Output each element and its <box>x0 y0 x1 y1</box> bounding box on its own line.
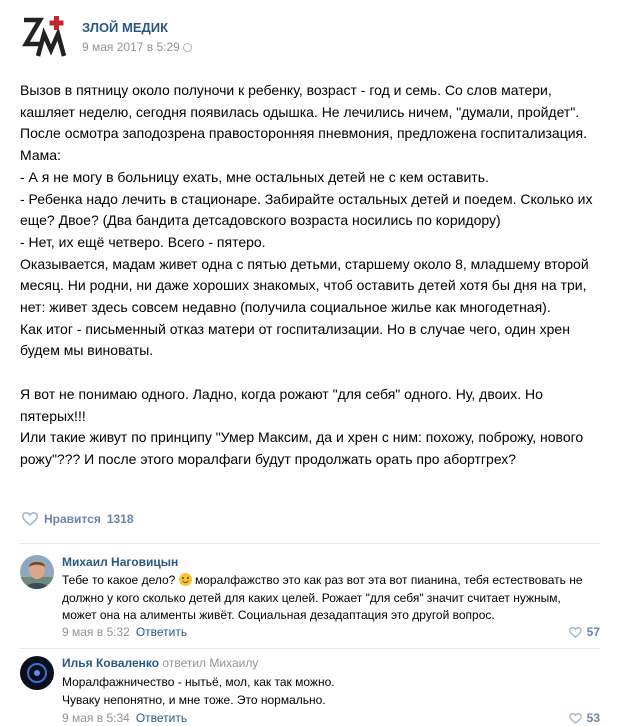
like-label: Нравится <box>44 512 101 526</box>
reply-button[interactable]: Ответить <box>135 711 188 725</box>
post-paragraph: Вызов в пятницу около полуночи к ребенку, возраст - год и семь. Со слов матери, кашляет неделю, сегодня появилась одышка. Не лечились ничем, "думали, пройдет". <box>20 82 580 120</box>
comment-text-rest: моралфажство это как раз вот эта вот пианина, тебя естествовать не должно у кого сколько детей для каких целей. Рожает "для себя" значит считает нужным, может она на алименты живёт. Социальная дезадаптация это другой вопрос. <box>62 573 583 622</box>
divider <box>20 543 600 544</box>
heart-icon <box>569 713 582 724</box>
avatar[interactable] <box>20 656 54 690</box>
heart-icon <box>22 512 38 526</box>
post-paragraph: После осмотра заподозрена правосторонняя пневмония, предложена госпитализация. Мама: <box>20 125 588 164</box>
smile-emoji-icon <box>179 573 192 586</box>
post-paragraph: Или такие живут по принципу "Умер Максим, да и хрен с ним: похожу, поброжу, нового рожу"??? И после этого моралфаги будут продолжать орать про абортгрех? <box>20 429 584 467</box>
post-paragraph: Я вот не понимаю одного. Ладно, когда рожают "для себя" одного. Ну, двоих. Но пятерых!!! <box>20 385 543 424</box>
post-date-text: 9 мая 2017 в 5:29 <box>82 40 180 54</box>
like-button[interactable] <box>22 512 134 526</box>
comment-author-name: Илья Коваленко <box>62 656 160 670</box>
post-paragraph: Как итог - письменный отказ матери от госпитализации. Но в случае чего, один хрен будем мы виноваты. <box>20 320 570 359</box>
avatar-photo-icon <box>20 656 54 690</box>
zm-logo-icon <box>20 14 68 60</box>
avatar[interactable] <box>20 555 54 589</box>
comment-date[interactable]: 9 мая в 5:32 <box>62 625 130 639</box>
comment-author[interactable] <box>62 555 178 569</box>
post-author[interactable]: ЗЛОЙ МЕДИК <box>82 20 169 35</box>
post-paragraph: Оказывается, мадам живет одна с пятью детьми, старшему около 8, младшему второй месяц. Ни родни, ни даже хороших знакомых, чтоб оставить детей хотя бы дня на три, нет: живет здесь совсем недавно (получила социальное жилье как многодетная). <box>20 255 589 316</box>
comment-author[interactable] <box>62 656 258 670</box>
divider <box>20 648 600 649</box>
comment-date[interactable]: 9 мая в 5:34 <box>62 711 130 725</box>
comment-text <box>62 572 597 625</box>
comment-meta <box>62 625 187 639</box>
paragraph-gap <box>20 362 605 384</box>
post-paragraph: - А я не могу в больницу ехать, мне остальных детей не с кем оставить. <box>20 168 489 185</box>
comment-like-count: 53 <box>586 711 600 725</box>
comment-meta <box>62 711 187 725</box>
like-count: 1318 <box>106 512 134 526</box>
reply-to-label[interactable]: ответил Михаилу <box>162 656 259 670</box>
comment-text: Моралфажничество - нытьё, мол, как так можно. Чуваку непонятно, и мне тоже. Это нормально. <box>62 675 335 707</box>
avatar-photo-icon <box>20 555 54 589</box>
comment-text-start: Тебе то какое дело? <box>62 573 176 587</box>
settings-icon[interactable] <box>183 43 192 52</box>
heart-icon <box>569 627 582 638</box>
comment-like-count: 57 <box>586 625 600 639</box>
comment-like-button[interactable] <box>569 625 600 639</box>
reply-button[interactable]: Ответить <box>135 625 188 639</box>
comment-author-name: Михаил Наговицын <box>62 555 179 569</box>
post-text <box>20 80 605 471</box>
post-date[interactable] <box>82 40 192 54</box>
comment-like-button[interactable] <box>569 711 600 725</box>
community-logo[interactable] <box>20 14 68 60</box>
post-paragraph: - Ребенка надо лечить в стационаре. Забирайте остальных детей и поедем. Сколько их еще? Двое? (Два бандита детсадовского возраста носились по коридору) <box>20 190 593 229</box>
post-paragraph: - Нет, их ещё четверо. Всего - пятеро. <box>20 233 266 250</box>
